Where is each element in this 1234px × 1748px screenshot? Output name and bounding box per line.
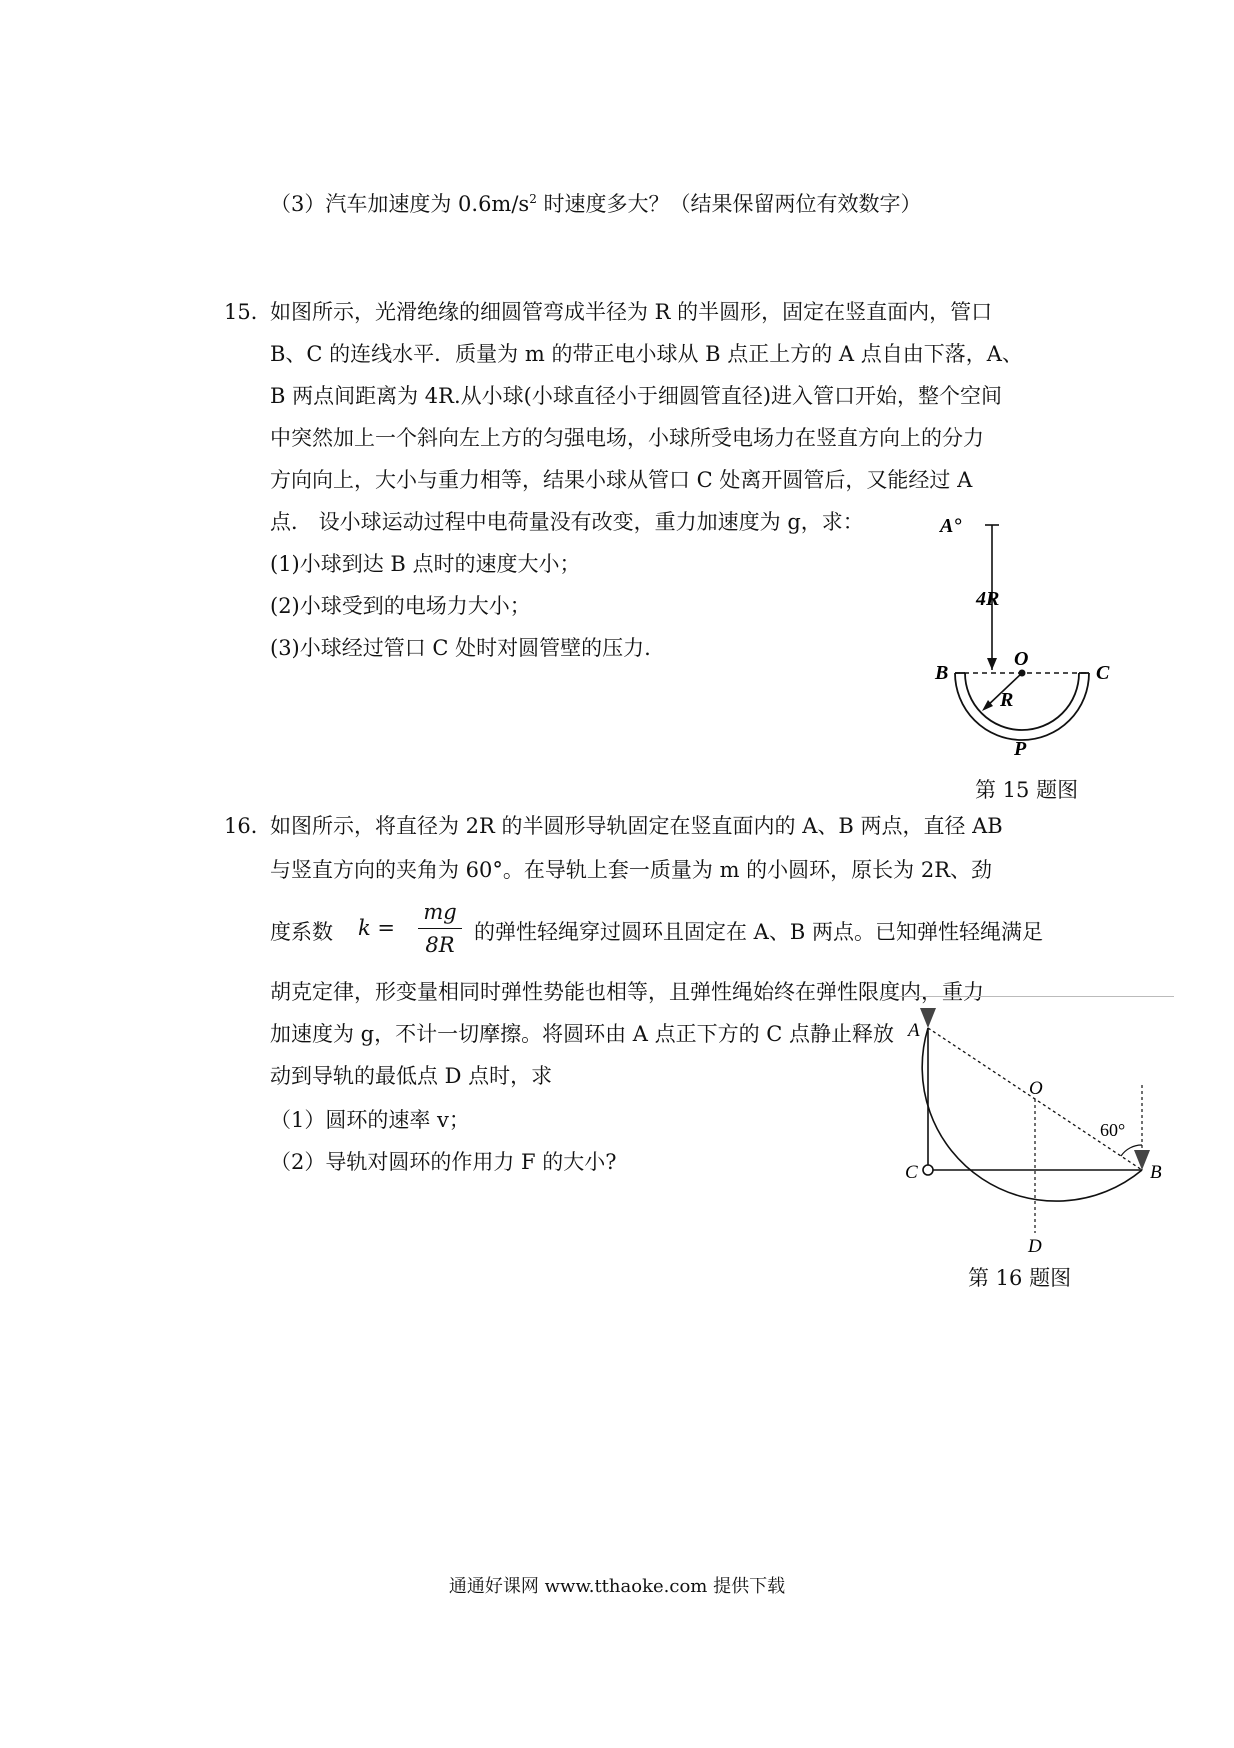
q16-fig-label-o: O	[1029, 1078, 1043, 1099]
q15-fig-label-a: A°	[940, 515, 962, 537]
q16-part-2: （2）导轨对圆环的作用力 F 的大小?	[270, 1150, 617, 1174]
q16-figure-caption: 第 16 题图	[968, 1266, 1072, 1290]
q15-part-2: (2)小球受到的电场力大小；	[270, 594, 531, 618]
page-footer: 通通好课网 www.tthaoke.com 提供下载	[448, 1576, 786, 1597]
q15-line-1: 如图所示，光滑绝缘的细圆管弯成半径为 R 的半圆形，固定在竖直面内，管口	[270, 300, 993, 324]
q14-part3-suffix: 时速度多大？（结果保留两位有效数字）	[536, 192, 922, 216]
q15-figure	[930, 505, 1140, 765]
q14-part3-sup: 2	[529, 192, 537, 206]
q16-line-2: 与竖直方向的夹角为 60°。在导轨上套一质量为 m 的小圆环，原长为 2R、劲	[270, 858, 993, 882]
q16-l3-prefix: 度系数	[270, 920, 333, 944]
q16-separator-rule	[880, 996, 1174, 997]
q16-fig-label-a: A	[908, 1020, 920, 1041]
q15-fig-label-p: P	[1014, 738, 1027, 760]
q15-line-5: 方向向上，大小与重力相等，结果小球从管口 C 处离开圆管后，又能经过 A	[270, 468, 973, 492]
q15-line-6: 点． 设小球运动过程中电荷量没有改变，重力加速度为 g，求：	[270, 510, 864, 534]
q15-part-3: (3)小球经过管口 C 处时对圆管壁的压力.	[270, 636, 651, 660]
q16-fig-label-b: B	[1150, 1162, 1162, 1183]
q16-fig-label-60: 60°	[1100, 1120, 1126, 1140]
q16-l3-suffix: 的弹性轻绳穿过圆环且固定在 A、B 两点。已知弹性轻绳满足	[474, 920, 1043, 944]
q16-line-1: 如图所示，将直径为 2R 的半圆形导轨固定在竖直面内的 A、B 两点，直径 AB	[270, 814, 1003, 838]
q15-line-4: 中突然加上一个斜向左上方的匀强电场，小球所受电场力在竖直方向上的分力	[270, 426, 984, 450]
q16-frac-den: 8R	[425, 933, 455, 957]
q15-number: 15．	[224, 300, 272, 324]
q15-figure-caption: 第 15 题图	[975, 778, 1079, 802]
q16-number: 16．	[224, 814, 272, 838]
q15-line-2: B、C 的连线水平．质量为 m 的带正电小球从 B 点正上方的 A 点自由下落，A、	[270, 342, 1023, 366]
q16-fraction	[418, 900, 462, 957]
q15-fig-label-r: R	[1000, 689, 1014, 711]
q14-part3-prefix: （3）汽车加速度为 0.6m/s	[270, 192, 530, 216]
q16-frac-bar	[418, 928, 462, 929]
q16-line-4: 胡克定律，形变量相同时弹性势能也相等，且弹性绳始终在弹性限度内，重力	[270, 980, 984, 1004]
q16-part-1: （1）圆环的速率 v；	[270, 1108, 470, 1132]
q15-fig-label-b: B	[935, 662, 949, 684]
q16-figure	[880, 1000, 1170, 1260]
q16-line-5: 加速度为 g，不计一切摩擦。将圆环由 A 点正下方的 C 点静止释放	[270, 1022, 895, 1046]
q16-fig-label-c: C	[905, 1162, 918, 1183]
q15-part-1: (1)小球到达 B 点时的速度大小；	[270, 552, 581, 576]
q15-fig-label-c: C	[1096, 662, 1110, 684]
q16-l3-k: k =	[358, 916, 395, 940]
q16-frac-num: mg	[423, 900, 457, 924]
q15-line-3: B 两点间距离为 4R.从小球(小球直径小于细圆管直径)进入管口开始，整个空间	[270, 384, 1003, 408]
q16-line-6: 动到导轨的最低点 D 点时，求	[270, 1064, 553, 1088]
q15-fig-label-4r: 4R	[976, 588, 1000, 610]
q16-fig-label-d: D	[1028, 1236, 1042, 1257]
q15-fig-label-o: O	[1014, 648, 1029, 670]
q14-part3	[270, 188, 922, 218]
